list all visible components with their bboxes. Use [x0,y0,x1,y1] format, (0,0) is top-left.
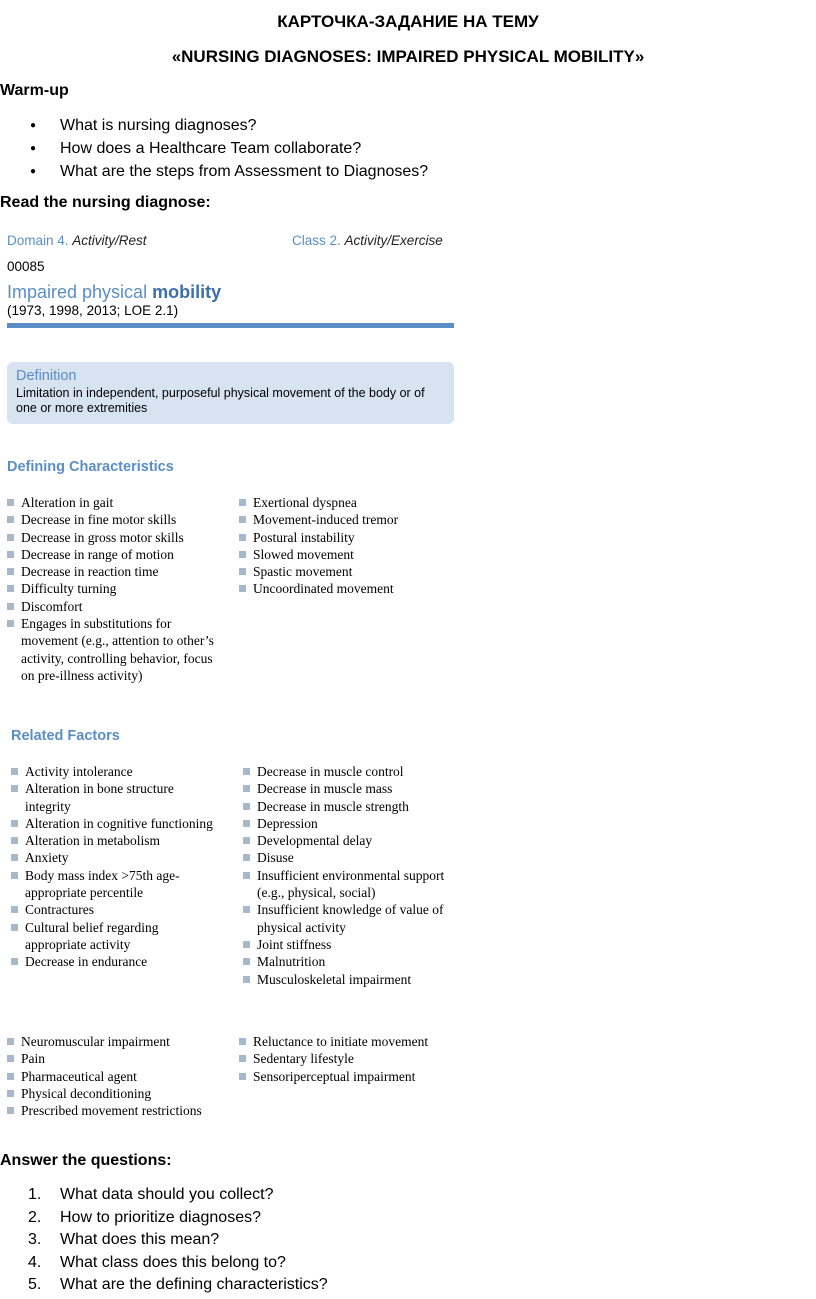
list-item-text: Insufficient knowledge of value of physical activity [257,902,444,935]
list-item-text: Alteration in cognitive functioning [25,815,213,831]
list-item-text: Alteration in metabolism [25,833,160,849]
related-list-left [11,763,216,971]
list-item [243,780,468,797]
definition-heading: Definition [16,368,77,384]
list-item-text: Decrease in gross motor skills [21,529,184,545]
list-item [7,1102,212,1119]
list-item [243,763,468,780]
list-item-text: Difficulty turning [21,581,117,597]
bullet-square-icon [7,551,14,558]
bullet-square-icon [239,1055,246,1062]
questions-list [28,1184,328,1297]
bullet-square-icon [243,837,250,844]
bullet-square-icon [243,941,250,948]
bullet-square-icon [11,785,18,792]
list-item [243,901,468,936]
bullet-square-icon [243,803,250,810]
bullet-square-icon [239,1038,246,1045]
list-item [7,615,217,684]
list-item [7,511,217,528]
bullet-square-icon [7,603,14,610]
list-item [11,763,216,780]
bullet-square-icon [11,958,18,965]
bullet-square-icon [243,785,250,792]
bullet-square-icon [239,534,246,541]
question-item: 1. What data should you collect? [28,1186,274,1203]
bullet-square-icon [243,820,250,827]
list-item [7,494,217,511]
list-item [239,580,454,597]
list-item [243,867,468,902]
bullet-square-icon [7,620,14,627]
definition-text: Limitation in independent, purposeful physical movement of the body or of one or more extremities [16,386,425,415]
bullet-square-icon [11,872,18,879]
list-item [7,546,217,563]
list-item-text: Discomfort [21,598,83,614]
bullet-square-icon [243,872,250,879]
list-item [11,832,216,849]
class-line [292,233,443,248]
list-item [239,494,454,511]
page-title: КАРТОЧКА-ЗАДАНИЕ НА ТЕМУ [277,12,539,31]
domain-label: Domain 4. [7,233,69,248]
list-item-text: Pharmaceutical agent [21,1068,137,1084]
list-item [11,919,216,954]
bullet-square-icon [11,906,18,913]
list-item [239,546,454,563]
bullet-square-icon [239,585,246,592]
definition-box [7,362,454,424]
bullet-square-icon [7,534,14,541]
warmup-heading: Warm-up [0,82,69,99]
bullet-square-icon [11,820,18,827]
title-divider [7,323,454,328]
diagnosis-years: (1973, 1998, 2013; LOE 2.1) [7,303,179,318]
diagnosis-code: 00085 [7,259,45,274]
warmup-list [30,114,428,183]
list-item-text: Malnutrition [257,954,326,970]
bullet-square-icon [7,1090,14,1097]
list-item [7,1068,212,1085]
bullet-square-icon [243,768,250,775]
list-item [7,580,217,597]
list-item-text: Anxiety [25,850,69,866]
diagnosis-title-bold: mobility [152,282,222,302]
list-item [239,529,454,546]
list-item-text: Decrease in endurance [25,954,148,970]
list-item-text: Sedentary lifestyle [253,1051,354,1067]
bullet-square-icon [7,499,14,506]
bullet-square-icon [239,568,246,575]
question-item: 3. What does this mean? [28,1231,220,1248]
list-item-text: Alteration in gait [21,495,114,510]
bullet-square-icon [243,958,250,965]
list-item [11,901,216,918]
list-item-text: Alteration in bone structure integrity [25,781,174,814]
list-item-text: Decrease in muscle control [257,764,404,779]
list-item [7,563,217,580]
page-subtitle: «NURSING DIAGNOSES: IMPAIRED PHYSICAL MOBILITY» [171,47,645,66]
bullet-square-icon [7,568,14,575]
list-item-text: Disuse [257,850,294,866]
list-item [11,849,216,866]
list-item-text: Prescribed movement restrictions [21,1103,202,1119]
list-item-text: Joint stiffness [257,936,332,952]
list-item-text: Slowed movement [253,546,354,562]
related-list-right [243,763,468,988]
list-item [243,815,468,832]
bullet-square-icon [239,1073,246,1080]
list-item-text: Decrease in muscle strength [257,798,409,814]
defining-list-right [239,494,454,598]
list-item-text: Insufficient environmental support (e.g., physical, social) [257,867,445,901]
list-item-text: Body mass index >75th age-appropriate percentile [25,867,180,901]
list-item-text: Decrease in fine motor skills [21,512,177,528]
diagnosis-title-light: Impaired physical [7,282,148,302]
list-item [7,1033,212,1050]
list-item [243,798,468,815]
domain-value: Activity/Rest [72,233,147,248]
list-item [7,598,217,615]
related-factors-heading: Related Factors [11,728,120,744]
list-item [239,1050,444,1067]
bullet-square-icon [11,768,18,775]
defining-characteristics-heading: Defining Characteristics [7,459,174,475]
bullet-square-icon [11,924,18,931]
bullet-square-icon [7,516,14,523]
bullet-square-icon [7,1038,14,1045]
list-item-text: Cultural belief regarding appropriate activity [25,919,159,952]
bullet-square-icon [7,1073,14,1080]
list-item [7,1085,212,1102]
list-item-text: Activity intolerance [25,764,133,779]
bullet-square-icon [11,837,18,844]
list-item-text: Neuromuscular impairment [21,1034,170,1049]
answer-heading: Answer the questions: [0,1152,172,1169]
warmup-item: ● How does a Healthcare Team collaborate? [30,137,428,160]
list-item [239,511,454,528]
bullet-square-icon [243,854,250,861]
list-item [11,815,216,832]
question-item: 4. What class does this belong to? [28,1253,286,1271]
list-item [243,849,468,866]
list-item [11,867,216,902]
bullet-square-icon [7,585,14,592]
list-item-text: Engages in substitutions for movement (e.g., attention to other’s activity, controlling behavior, focus on pre-illness activity) [21,616,214,683]
bullet-square-icon [243,906,250,913]
list-item [239,1068,444,1085]
list-item [243,832,468,849]
list-item-text: Postural instability [253,529,355,545]
list-item [7,1050,212,1067]
question-item: 2. How to prioritize diagnoses? [28,1208,261,1226]
warmup-item: ● What is nursing diagnoses? [30,114,428,137]
list-item-text: Musculoskeletal impairment [257,971,412,987]
list-item-text: Depression [257,815,318,831]
list-item-text: Movement-induced tremor [253,512,399,528]
list-item [243,936,468,953]
class-label: Class 2. [292,233,341,248]
bullet-square-icon [11,854,18,861]
list-item [243,953,468,970]
list-item [243,971,468,988]
diagnosis-title [7,282,221,303]
list-item-text: Uncoordinated movement [253,581,394,597]
list-item [7,529,217,546]
list-item [11,953,216,970]
bullet-square-icon [239,516,246,523]
bullet-square-icon [7,1107,14,1114]
list-item-text: Decrease in muscle mass [257,781,393,797]
list-item-text: Reluctance to initiate movement [253,1034,429,1049]
bullet-square-icon [239,499,246,506]
class-value: Activity/Exercise [344,233,443,248]
list-item-text: Developmental delay [257,833,373,849]
list-item [11,780,216,815]
read-heading: Read the nursing diagnose: [0,194,211,211]
domain-line [7,233,147,248]
defining-list-left [7,494,217,684]
list-item-text: Decrease in reaction time [21,564,159,580]
list-item-text: Contractures [25,902,94,918]
list-item [239,563,454,580]
list-item-text: Physical deconditioning [21,1085,152,1101]
list-item-text: Spastic movement [253,564,353,580]
related-list-right-cont [239,1033,444,1085]
list-item-text: Exertional dyspnea [253,495,357,510]
bullet-square-icon [239,551,246,558]
list-item-text: Decrease in range of motion [21,546,174,562]
list-item-text: Sensoriperceptual impairment [253,1068,416,1084]
bullet-square-icon [7,1055,14,1062]
question-item: 5. What are the defining characteristics? [28,1276,328,1293]
list-item-text: Pain [21,1051,46,1067]
related-list-left-cont [7,1033,212,1119]
list-item [239,1033,444,1050]
bullet-square-icon [243,976,250,983]
warmup-item: ● What are the steps from Assessment to Diagnoses? [30,160,428,183]
